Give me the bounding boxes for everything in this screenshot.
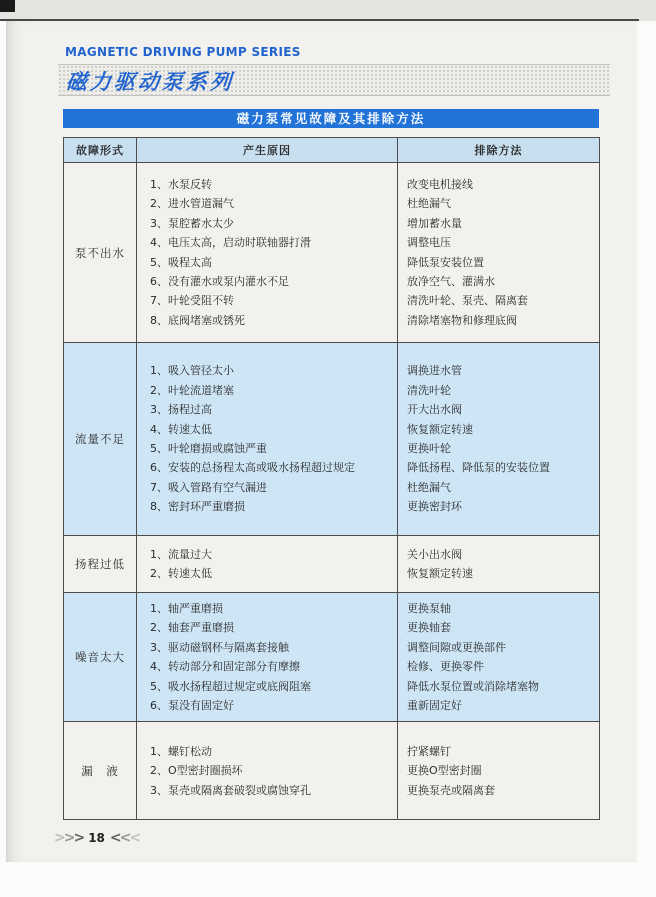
cause-line: 1、流量过大	[150, 547, 212, 561]
remedy-line: 杜绝漏气	[407, 197, 451, 211]
remedy-line: 调整间隙或更换部件	[407, 640, 506, 654]
fault-label: 漏 液	[64, 722, 137, 820]
remedy-line: 更换泵轴	[407, 602, 451, 615]
cause-line: 7、吸入管路有空气漏进	[150, 480, 267, 494]
table-row	[64, 722, 600, 820]
title-band	[58, 64, 610, 96]
chevron-left-icon: <	[119, 829, 132, 846]
causes-cell	[137, 722, 398, 820]
cause-line: 2、转速太低	[150, 567, 212, 580]
remedy-line: 调换进水管	[407, 364, 462, 378]
remedy-line: 杜绝漏气	[407, 480, 451, 494]
remedy-line: 降低扬程、降低泵的安装位置	[407, 461, 550, 475]
remedy-line: 放净空气、灌满水	[407, 274, 495, 288]
column-header-fault: 故障形式	[64, 138, 137, 163]
cause-line: 3、泵壳或隔离套破裂或腐蚀穿孔	[150, 783, 311, 797]
remedy-line: 降低泵安装位置	[407, 255, 484, 269]
causes-cell	[137, 343, 398, 536]
page-footer	[54, 827, 142, 846]
scan-corner-mark	[0, 0, 15, 12]
causes-cell	[137, 593, 398, 722]
cause-line: 1、轴严重磨损	[150, 602, 223, 615]
chevron-right-icon: >	[54, 829, 66, 846]
remedy-line: 清洗叶轮、泵壳、隔离套	[407, 294, 528, 308]
remedy-line: 恢复额定转速	[407, 422, 473, 436]
column-header-remedy: 排除方法	[398, 138, 600, 163]
remedy-line: 清除堵塞物和修理底阀	[407, 313, 517, 327]
cause-line: 7、叶轮受阻不转	[150, 294, 234, 308]
chevron-left-icon: <	[109, 829, 122, 846]
remedy-line: 拧紧螺钉	[407, 744, 451, 758]
remedies-cell	[398, 593, 600, 722]
cause-line: 5、叶轮磨损或腐蚀严重	[150, 442, 267, 455]
table-row	[64, 593, 600, 722]
cause-line: 2、叶轮流道堵塞	[150, 383, 234, 397]
scan-top-strip	[0, 0, 656, 21]
fault-table	[63, 137, 600, 820]
table-row	[64, 163, 600, 343]
remedy-line: 检修、更换零件	[407, 660, 484, 674]
remedies-cell	[398, 163, 600, 343]
cause-line: 3、扬程过高	[150, 403, 212, 417]
table-row	[64, 536, 600, 593]
fault-label: 泵不出水	[64, 163, 137, 343]
remedy-line: 清洗叶轮	[407, 383, 451, 397]
series-title-en: MAGNETIC DRIVING PUMP SERIES	[65, 45, 301, 59]
table-title-banner: 磁力泵常见故障及其排除方法	[63, 109, 599, 128]
remedy-line: 重新固定好	[407, 699, 462, 713]
remedy-line: 更换密封环	[407, 500, 462, 514]
document-page	[6, 21, 637, 862]
cause-line: 6、安装的总扬程太高或吸水扬程超过规定	[150, 461, 355, 475]
remedy-line: 更换轴套	[407, 621, 451, 635]
cause-line: 3、泵腔蓄水太少	[150, 216, 234, 230]
cause-line: 5、吸水扬程超过规定或底阀阻塞	[150, 679, 311, 693]
table-row	[64, 343, 600, 536]
chevron-right-icon: >	[63, 829, 76, 846]
remedy-line: 更换O型密封圈	[407, 764, 482, 778]
page-number: 18	[88, 830, 105, 845]
cause-line: 4、转动部分和固定部分有摩擦	[150, 660, 300, 674]
cause-line: 2、轴套严重磨损	[150, 621, 234, 635]
remedies-cell	[398, 722, 600, 820]
cause-line: 1、螺钉松动	[150, 744, 212, 758]
causes-cell	[137, 163, 398, 343]
cause-line: 2、O型密封圈损坏	[150, 764, 243, 778]
fault-label: 流量不足	[64, 343, 137, 536]
remedy-line: 更换叶轮	[407, 442, 451, 455]
remedies-cell	[398, 343, 600, 536]
cause-line: 3、驱动磁钢杯与隔离套接触	[150, 640, 289, 654]
cause-line: 8、底阀堵塞或锈死	[150, 313, 245, 327]
remedy-line: 开大出水阀	[407, 403, 462, 417]
remedy-line: 增加蓄水量	[407, 216, 462, 230]
chevron-right-icon: >	[73, 829, 86, 846]
cause-line: 1、水泵反转	[150, 177, 212, 191]
fault-label: 扬程过低	[64, 536, 137, 593]
series-title-zh: 磁力驱动泵系列	[65, 70, 235, 94]
fault-label: 噪音太大	[64, 593, 137, 722]
cause-line: 8、密封环严重磨损	[150, 500, 245, 514]
remedies-cell	[398, 536, 600, 593]
remedy-line: 调整电压	[407, 236, 451, 250]
remedy-line: 降低水泵位置或消除堵塞物	[407, 679, 539, 693]
chevron-left-icon: <	[129, 829, 142, 846]
cause-line: 4、电压太高，启动时联轴器打滑	[150, 236, 311, 250]
remedy-line: 更换泵壳或隔离套	[407, 783, 495, 797]
cause-line: 4、转速太低	[150, 422, 212, 436]
cause-line: 2、进水管道漏气	[150, 197, 234, 211]
remedy-line: 关小出水阀	[407, 547, 462, 561]
cause-line: 6、没有灌水或泵内灌水不足	[150, 274, 289, 288]
remedy-line: 改变电机接线	[407, 177, 473, 191]
causes-cell	[137, 536, 398, 593]
remedy-line: 恢复额定转速	[407, 567, 473, 580]
cause-line: 1、吸入管径太小	[150, 364, 234, 378]
table-header-row	[64, 138, 600, 163]
cause-line: 5、吸程太高	[150, 255, 212, 269]
column-header-cause: 产生原因	[137, 138, 398, 163]
cause-line: 6、泵没有固定好	[150, 699, 234, 713]
